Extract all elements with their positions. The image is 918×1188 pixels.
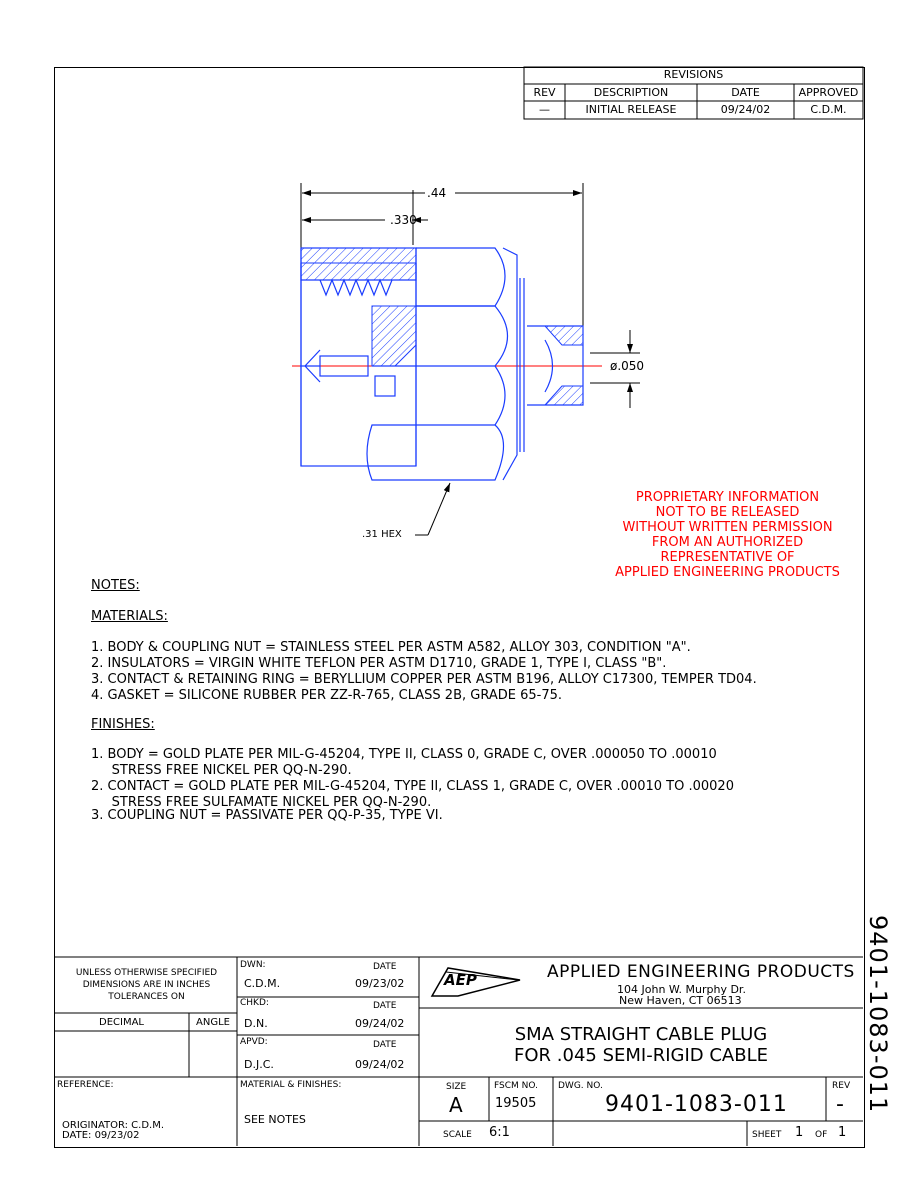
hex-label: .31 HEX — [362, 529, 402, 540]
apvd-label: APVD: — [240, 1037, 268, 1047]
rev-label: REV — [832, 1081, 851, 1091]
dwg-no-value: 9401-1083-011 — [605, 1092, 788, 1117]
dwn-name: C.D.M. — [244, 977, 281, 990]
size-label: SIZE — [446, 1082, 467, 1092]
fscm-label: FSCM NO. — [494, 1081, 538, 1091]
company-name: APPLIED ENGINEERING PRODUCTS — [547, 962, 855, 982]
proprietary-line-1: PROPRIETARY INFORMATION — [635, 490, 820, 505]
material-note-2: 2. INSULATORS = VIRGIN WHITE TEFLON PER ASTM D1710, GRADE 1, TYPE I, CLASS "B". — [91, 656, 667, 671]
apvd-name: D.J.C. — [244, 1058, 274, 1071]
angle-label: ANGLE — [196, 1017, 230, 1028]
scale-label: SCALE — [443, 1130, 472, 1140]
originator: ORIGINATOR: C.D.M. — [62, 1120, 165, 1131]
dwn-date-label: DATE — [373, 962, 397, 972]
fscm-value: 19505 — [495, 1096, 537, 1111]
scale-value: 6:1 — [489, 1125, 510, 1140]
description-col-header: DESCRIPTION — [593, 86, 669, 99]
chkd-label: CHKD: — [240, 998, 269, 1008]
finish-note-1-cont: STRESS FREE NICKEL PER QQ-N-290. — [91, 763, 352, 778]
chkd-date-label: DATE — [373, 1001, 397, 1011]
proprietary-line-2: NOT TO BE RELEASED — [655, 505, 800, 520]
dim-body-label: .330 — [390, 213, 417, 227]
dim-diameter-label: ø.050 — [610, 359, 645, 373]
revisions-heading: REVISIONS — [663, 68, 724, 81]
material-note-1: 1. BODY & COUPLING NUT = STAINLESS STEEL PER ASTM A582, ALLOY 303, CONDITION "A". — [91, 640, 691, 655]
finish-note-3: 3. COUPLING NUT = PASSIVATE PER QQ-P-35, TYPE VI. — [91, 808, 443, 823]
drawing-title-line-1: SMA STRAIGHT CABLE PLUG — [514, 1024, 768, 1045]
dwg-no-label: DWG. NO. — [558, 1081, 603, 1091]
rev-col-header: REV — [533, 86, 556, 99]
size-value: A — [449, 1093, 463, 1117]
sheet-label: SHEET — [752, 1130, 782, 1140]
dwn-date: 09/23/02 — [355, 977, 405, 990]
decimal-label: DECIMAL — [99, 1017, 144, 1028]
finish-note-2: 2. CONTACT = GOLD PLATE PER MIL-G-45204, TYPE II, CLASS 1, GRADE C, OVER .00010 TO .00020 — [91, 779, 734, 794]
revision-row-approved: C.D.M. — [810, 103, 847, 116]
finish-note-1: 1. BODY = GOLD PLATE PER MIL-G-45204, TYPE II, CLASS 0, GRADE C, OVER .000050 TO .00010 — [91, 747, 717, 762]
chkd-name: D.N. — [244, 1017, 268, 1030]
proprietary-line-4: FROM AN AUTHORIZED — [651, 535, 804, 550]
materials-heading: MATERIALS: — [91, 609, 168, 624]
material-note-4: 4. GASKET = SILICONE RUBBER PER ZZ-R-765, CLASS 2B, GRADE 65-75. — [91, 688, 563, 703]
chkd-date: 09/24/02 — [355, 1017, 405, 1030]
material-value: SEE NOTES — [244, 1113, 306, 1126]
material-note-3: 3. CONTACT & RETAINING RING = BERYLLIUM COPPER PER ASTM B196, ALLOY C17300, TEMPER TD04. — [91, 672, 757, 687]
tolerance-line-3: TOLERANCES ON — [108, 992, 185, 1002]
side-drawing-number: 9401-1083-011 — [864, 915, 892, 1114]
drawing-title-line-2: FOR .045 SEMI-RIGID CABLE — [514, 1045, 768, 1066]
tolerance-line-2: DIMENSIONS ARE IN INCHES — [82, 980, 211, 990]
proprietary-line-3: WITHOUT WRITTEN PERMISSION — [622, 520, 833, 535]
revision-row-rev: — — [539, 103, 550, 116]
dwn-label: DWN: — [240, 960, 266, 970]
sheet-number: 1 — [795, 1125, 804, 1140]
reference-label: REFERENCE: — [57, 1080, 114, 1090]
revision-row-date: 09/24/02 — [720, 103, 771, 116]
company-address-2: New Haven, CT 06513 — [619, 994, 742, 1007]
proprietary-line-5: REPRESENTATIVE OF — [660, 550, 795, 565]
revision-row-description: INITIAL RELEASE — [585, 103, 677, 116]
dim-overall-label: .44 — [427, 186, 447, 200]
finish-note-2-cont: STRESS FREE SULFAMATE NICKEL PER QQ-N-290. — [91, 795, 432, 810]
of-label: OF — [815, 1130, 828, 1140]
apvd-date: 09/24/02 — [355, 1058, 405, 1071]
material-label: MATERIAL & FINISHES: — [240, 1080, 342, 1090]
originator-date: DATE: 09/23/02 — [62, 1130, 140, 1141]
company-address-1: 104 John W. Murphy Dr. — [617, 983, 746, 996]
date-col-header: DATE — [731, 86, 760, 99]
approved-col-header: APPROVED — [798, 86, 859, 99]
rev-value: - — [836, 1092, 844, 1117]
aep-logo-text: AEP — [444, 971, 477, 989]
sheet-total: 1 — [838, 1125, 847, 1140]
proprietary-line-6: APPLIED ENGINEERING PRODUCTS — [615, 565, 840, 580]
apvd-date-label: DATE — [373, 1040, 397, 1050]
finishes-heading: FINISHES: — [91, 717, 155, 732]
tolerance-line-1: UNLESS OTHERWISE SPECIFIED — [75, 968, 218, 978]
notes-heading: NOTES: — [91, 578, 140, 593]
